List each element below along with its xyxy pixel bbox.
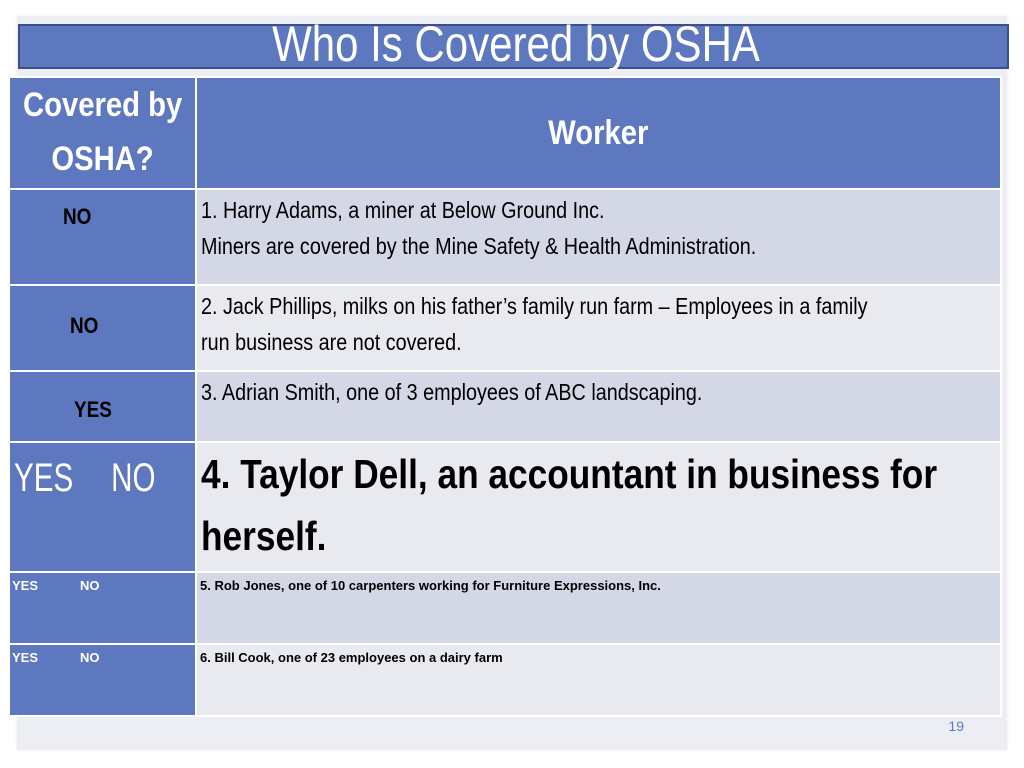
osha-coverage-table (8, 76, 1002, 717)
worker-cell (196, 285, 1001, 371)
table-row (9, 644, 1001, 716)
answer-yes: YES (74, 397, 112, 422)
page-number: 19 (948, 718, 964, 734)
header-worker-label: Worker (548, 113, 649, 152)
worker-cell (196, 644, 1001, 716)
answer-no-option[interactable]: NO (80, 650, 100, 665)
answer-cell[interactable] (9, 189, 196, 285)
answer-cell[interactable] (9, 371, 196, 442)
answer-cell[interactable] (9, 572, 196, 644)
table-row (9, 285, 1001, 371)
worker-text-line: herself. (201, 513, 327, 559)
worker-text-line: 3. Adrian Smith, one of 3 employees of ABC landscaping. (201, 379, 703, 405)
table-header-row (9, 77, 1001, 189)
answer-cell[interactable] (9, 644, 196, 716)
worker-text-line: Miners are covered by the Mine Safety & Health Administration. (201, 233, 757, 259)
worker-text-line: run business are not covered. (201, 329, 462, 355)
answer-yes-option[interactable]: YES (12, 650, 39, 665)
worker-cell (196, 371, 1001, 442)
table-row (9, 572, 1001, 644)
worker-cell (196, 572, 1001, 644)
worker-text-line: 1. Harry Adams, a miner at Below Ground Inc. (201, 197, 605, 223)
answer-no-option[interactable]: NO (111, 456, 156, 500)
answer-cell[interactable] (9, 285, 196, 371)
worker-text-line: 5. Rob Jones, one of 10 carpenters working for Furniture Expressions, Inc. (200, 578, 661, 593)
worker-text-line: 2. Jack Phillips, milks on his father’s family run farm – Employees in a family (201, 293, 868, 319)
answer-no-option[interactable]: NO (80, 578, 100, 593)
worker-cell (196, 442, 1001, 572)
worker-text-line: 4. Taylor Dell, an accountant in business for (201, 451, 938, 497)
table-row (9, 371, 1001, 442)
table-row (9, 442, 1001, 572)
answer-yes-option[interactable]: YES (12, 578, 39, 593)
slide-title: Who Is Covered by OSHA (272, 16, 760, 72)
worker-cell (196, 189, 1001, 285)
answer-cell[interactable] (9, 442, 196, 572)
header-covered-line1: Covered by (22, 86, 183, 124)
answer-yes-option[interactable]: YES (14, 456, 74, 500)
header-covered-line2: OSHA? (51, 140, 154, 178)
table-row (9, 189, 1001, 285)
answer-no: NO (63, 204, 92, 229)
header-worker (196, 77, 1001, 189)
worker-text-line: 6. Bill Cook, one of 23 employees on a dairy farm (200, 650, 503, 665)
header-covered-by-osha (9, 77, 196, 189)
answer-no: NO (70, 313, 99, 338)
